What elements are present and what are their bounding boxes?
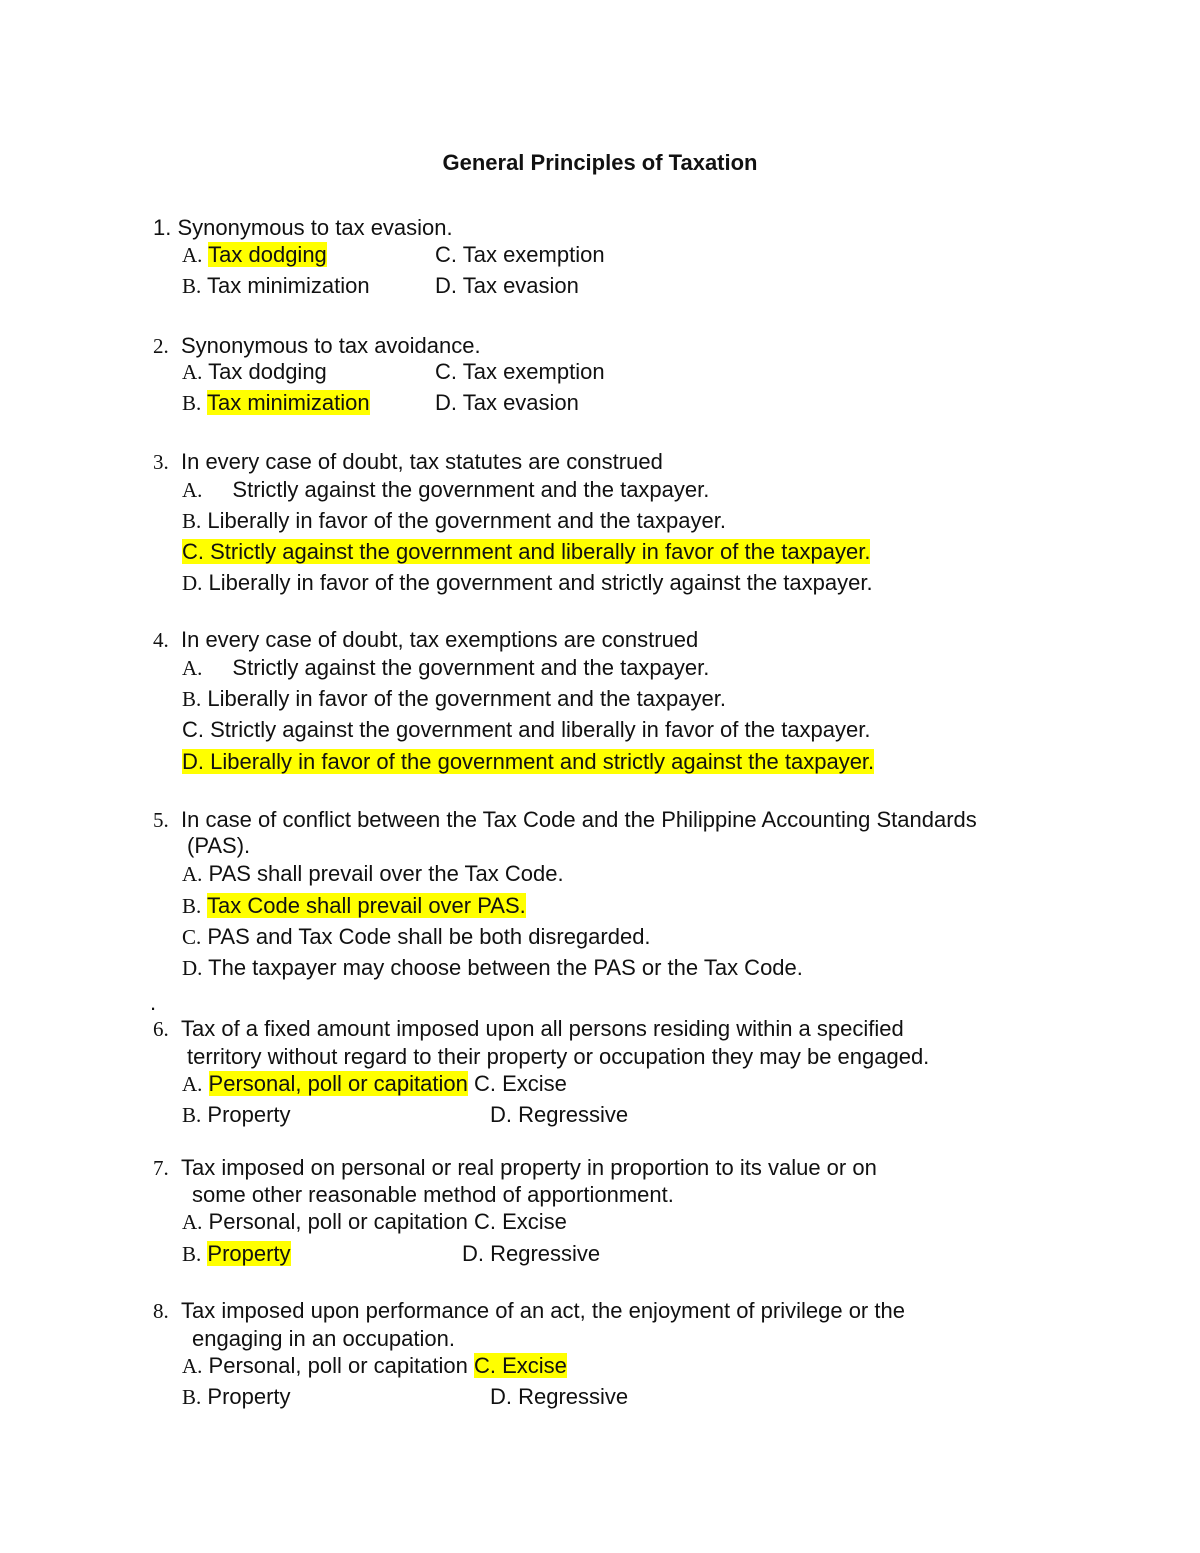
answer-highlight: Tax Code shall prevail over PAS. <box>206 893 526 918</box>
question-5-stem-line-2: (PAS). <box>187 833 251 858</box>
question-4-option-b: B. Liberally in favor of the government and the taxpayer. <box>182 686 726 711</box>
question-6-option-b: B. Property <box>182 1102 291 1127</box>
question-7-option-a: A. Personal, poll or capitation C. Excise <box>182 1209 567 1234</box>
question-1-option-d: D. Tax evasion <box>435 273 579 298</box>
question-2-option-a: A. Tax dodging <box>182 359 327 384</box>
question-4-option-d <box>182 749 874 775</box>
question-5-option-d: D. The taxpayer may choose between the PAS or the Tax Code. <box>182 955 803 980</box>
answer-highlight: Tax dodging <box>208 242 327 267</box>
question-2-stem: 2. Synonymous to tax avoidance. <box>153 333 481 358</box>
answer-highlight: Personal, poll or capitation <box>208 1071 468 1096</box>
question-3-stem: 3. In every case of doubt, tax statutes are construed <box>153 449 663 474</box>
question-3-option-a: A. Strictly against the government and the taxpayer. <box>182 477 710 502</box>
question-8-stem: 8. Tax imposed upon performance of an act, the enjoyment of privilege or the <box>153 1298 905 1323</box>
answer-highlight: Property <box>207 1241 291 1266</box>
question-5-option-a: A. PAS shall prevail over the Tax Code. <box>182 861 564 886</box>
question-4-stem: 4. In every case of doubt, tax exemptions are construed <box>153 627 699 652</box>
answer-highlight: Tax minimization <box>206 390 370 415</box>
answer-highlight: C. Excise <box>473 1353 567 1378</box>
question-6-option-a: A. Personal, poll or capitation C. Excise <box>182 1071 567 1096</box>
question-4-option-c: C. Strictly against the government and liberally in favor of the taxpayer. <box>182 717 871 742</box>
question-8-option-a: A. Personal, poll or capitation C. Excise <box>182 1353 567 1378</box>
question-6-option-d: D. Regressive <box>490 1102 629 1127</box>
question-2-option-b: B. Tax minimization <box>182 390 370 415</box>
question-8-stem-line-2: engaging in an occupation. <box>192 1326 455 1351</box>
stray-mark: . <box>150 990 157 1015</box>
question-2-option-d: D. Tax evasion <box>435 390 579 415</box>
question-5-option-c: C. PAS and Tax Code shall be both disregarded. <box>182 924 651 949</box>
question-3-option-c <box>182 539 870 565</box>
question-7-stem-line-2: some other reasonable method of apportionment. <box>192 1182 674 1207</box>
question-1-option-c: C. Tax exemption <box>435 242 605 267</box>
page-title: General Principles of Taxation <box>442 150 758 175</box>
question-2-option-c: C. Tax exemption <box>435 359 605 384</box>
question-7-stem: 7. Tax imposed on personal or real property in proportion to its value or on <box>153 1155 877 1180</box>
question-3-option-d: D. Liberally in favor of the government and strictly against the taxpayer. <box>182 570 873 595</box>
question-4-option-a: A. Strictly against the government and the taxpayer. <box>182 655 710 680</box>
question-5-option-b: B. Tax Code shall prevail over PAS. <box>182 893 526 918</box>
question-6-stem-line-2: territory without regard to their property or occupation they may be engaged. <box>187 1044 930 1069</box>
question-7-option-b: B. Property <box>182 1241 291 1266</box>
question-7-option-d: D. Regressive <box>462 1241 601 1266</box>
question-8-option-d: D. Regressive <box>490 1384 629 1409</box>
question-1-stem: 1. Synonymous to tax evasion. <box>153 215 453 240</box>
question-1-option-a: A. Tax dodging <box>182 242 327 267</box>
answer-highlight: C. Strictly against the government and liberally in favor of the taxpayer. <box>182 539 871 564</box>
question-3-option-b: B. Liberally in favor of the government and the taxpayer. <box>182 508 726 533</box>
answer-highlight: D. Liberally in favor of the government and strictly against the taxpayer. <box>182 749 875 774</box>
question-6-stem: 6. Tax of a fixed amount imposed upon all persons residing within a specified <box>153 1016 904 1041</box>
question-5-stem: 5. In case of conflict between the Tax Code and the Philippine Accounting Standards <box>153 807 977 832</box>
question-8-option-b: B. Property <box>182 1384 291 1409</box>
question-1-option-b: B. Tax minimization <box>182 273 370 298</box>
